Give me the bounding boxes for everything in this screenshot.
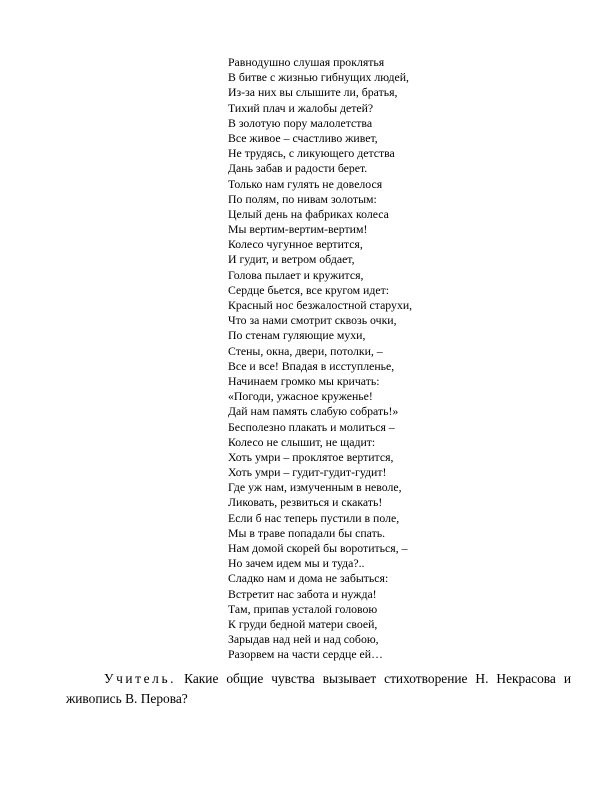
poem-line: Но зачем идем мы и туда?.. (228, 556, 365, 571)
poem-line: Только нам гулять не довелося (228, 176, 383, 191)
poem-line: Хоть умри – проклятое вертится, (228, 449, 394, 464)
poem-line: Хоть умри – гудит-гудит-гудит! (228, 465, 387, 480)
poem (228, 55, 568, 663)
poem-line: В золотую пору малолетства (228, 115, 373, 130)
poem-line: К груди бедной матери своей, (228, 616, 378, 631)
poem-line: «Погоди, ужасное круженье! (228, 389, 373, 404)
question-text: Какие общие чувства вызывает стихотворение Н. Некрасова и живопись В. Перова? (66, 671, 571, 706)
poem-line: В битве с жизнью гибнущих людей, (228, 70, 409, 85)
poem-line: Колесо чугунное вертится, (228, 237, 363, 252)
poem-line: И гудит, и ветром обдает, (228, 252, 355, 267)
poem-line: Встретит нас забота и нужда! (228, 586, 377, 601)
poem-line: Если б нас теперь пустили в поле, (228, 510, 400, 525)
poem-line: Равнодушно слушая проклятья (228, 55, 385, 69)
teacher-question (66, 669, 571, 709)
poem-line: Целый день на фабриках колеса (228, 206, 389, 221)
poem-line: Сердце бьется, все кругом идет: (228, 282, 390, 297)
poem-line: Из-за них вы слышите ли, братья, (228, 85, 398, 100)
poem-line: Мы вертим-вертим-вертим! (228, 222, 368, 237)
poem-line: Мы в траве попадали бы спать. (228, 525, 386, 540)
poem-line: Бесполезно плакать и молиться – (228, 419, 395, 434)
poem-line: Начинаем громко мы кричать: (228, 373, 380, 388)
poem-line: Где уж нам, измученным в неволе, (228, 480, 402, 495)
poem-line: Колесо не слышит, не щадит: (228, 434, 376, 449)
poem-line: Дай нам память слабую собрать!» (228, 404, 399, 419)
poem-line: По полям, по нивам золотым: (228, 191, 377, 206)
poem-line: Красный нос безжалостной старухи, (228, 298, 413, 312)
poem-line: Все живое – счастливо живет, (228, 130, 378, 145)
poem-line: Не трудясь, с ликующего детства (228, 146, 395, 161)
poem-line: Там, припав усталой головою (228, 601, 378, 616)
poem-line: Ликовать, резвиться и скакать! (228, 495, 383, 510)
poem-line: Сладко нам и дома не забыться: (228, 571, 389, 586)
poem-line: Что за нами смотрит сквозь очки, (228, 313, 397, 328)
poem-line: Зарыдав над ней и над собою, (228, 632, 379, 647)
speaker-label: Учитель. (104, 671, 177, 686)
poem-line: Голова пылает и кружится, (228, 267, 364, 282)
poem-line: Тихий плач и жалобы детей? (228, 100, 374, 115)
poem-line: Нам домой скорей бы воротиться, – (228, 541, 408, 555)
poem-line: По стенам гуляющие мухи, (228, 328, 366, 343)
poem-line: Разорвем на части сердце ей… (228, 647, 383, 662)
poem-line: Стены, окна, двери, потолки, – (228, 343, 383, 358)
poem-line: Все и все! Впадая в исступленье, (228, 358, 395, 373)
poem-line: Дань забав и радости берет. (228, 161, 368, 176)
